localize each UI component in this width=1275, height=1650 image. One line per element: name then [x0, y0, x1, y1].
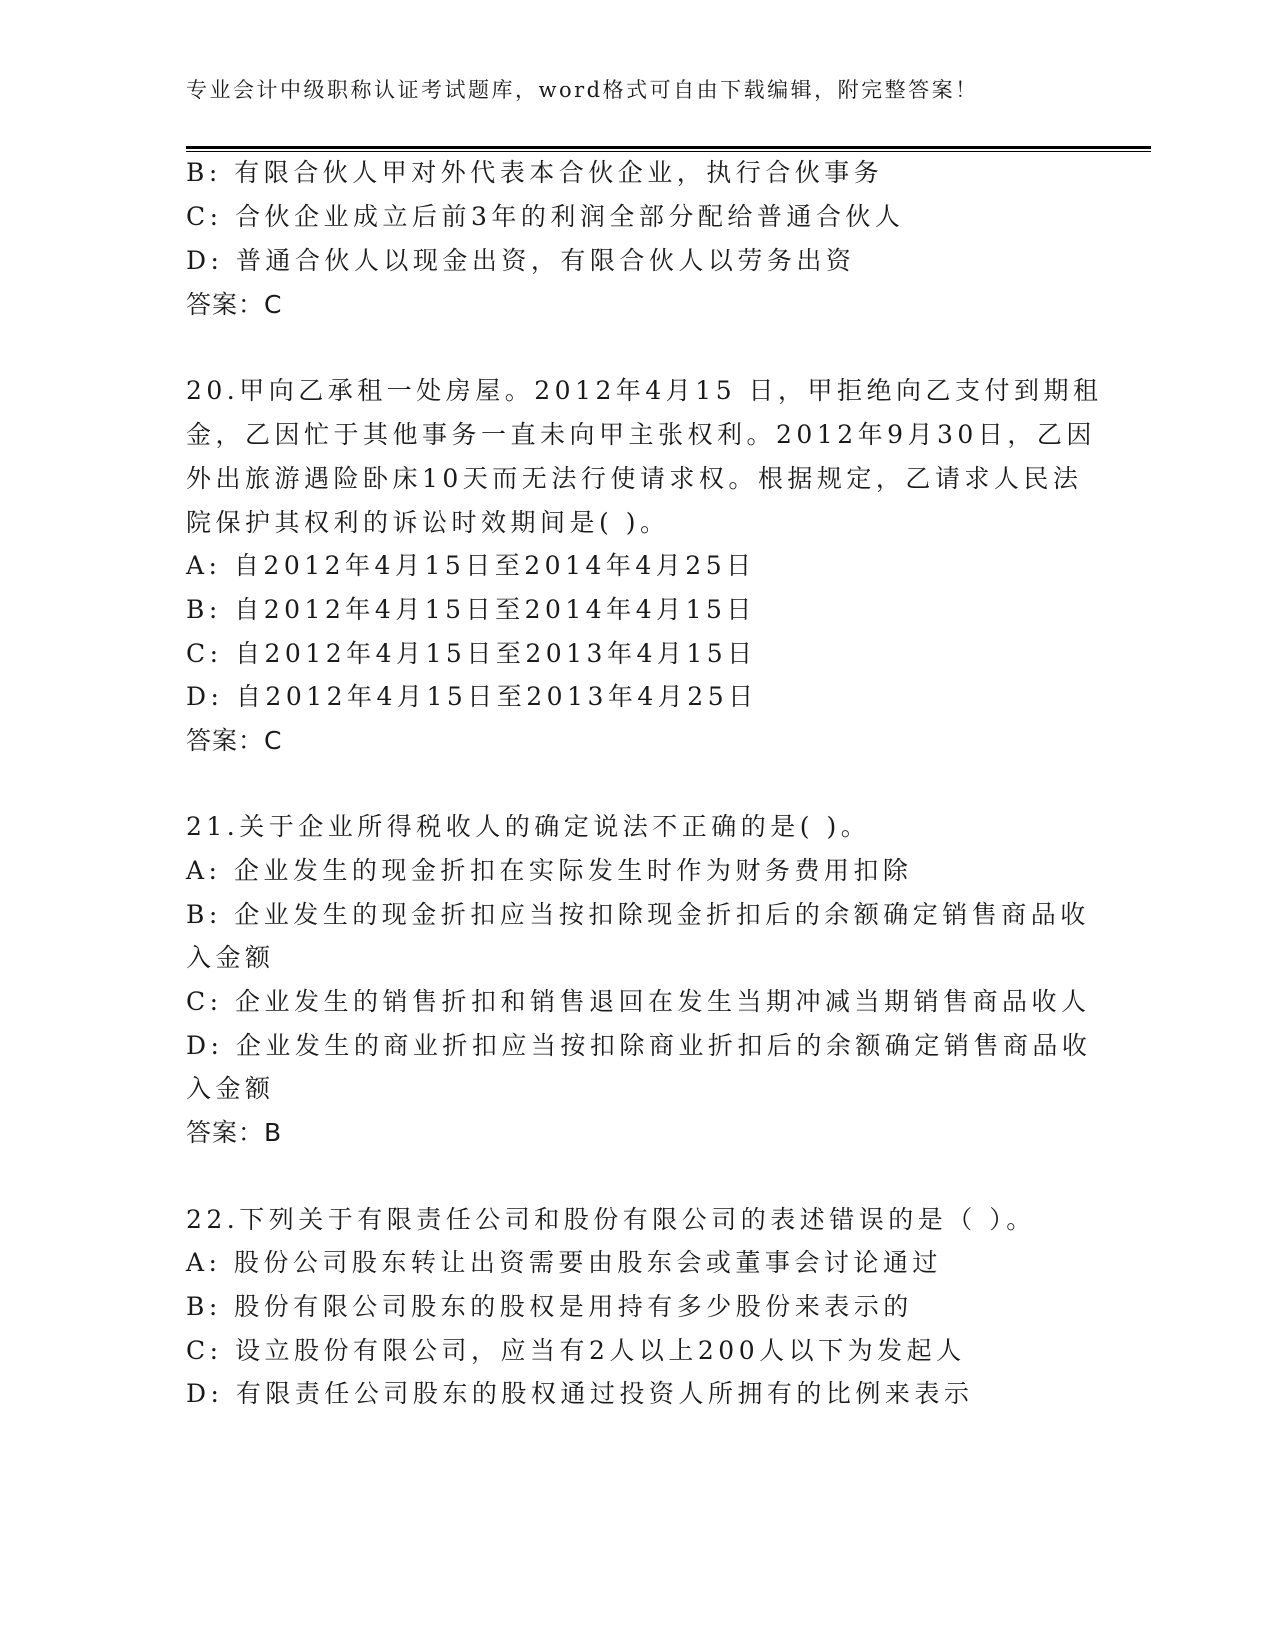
q21-option-a: A: 企业发生的现金折扣在实际发生时作为财务费用扣除 [186, 856, 913, 885]
q20-option-c: C: 自2012年4月15日至2013年4月15日 [186, 639, 757, 668]
q20-stem-line-2: 金，乙因忙于其他事务一直未向甲主张权利。2012年9月30日，乙因 [186, 420, 1096, 449]
q22-option-b: B: 股份有限公司股东的股权是用持有多少股份来表示的 [186, 1292, 913, 1321]
q20-stem-line-3: 外出旅游遇险卧床10天而无法行使请求权。根据规定，乙请求人民法 [186, 464, 1083, 493]
q22-stem-line-1: 22.下列关于有限责任公司和股份有限公司的表述错误的是（ ）。 [186, 1205, 1036, 1234]
q22-option-d: D: 有限责任公司股东的股权通过投资人所拥有的比例来表示 [186, 1379, 974, 1408]
q21-option-d-cont: 入金额 [186, 1074, 275, 1103]
q20-stem-line-4: 院保护其权利的诉讼时效期间是( )。 [186, 508, 670, 537]
q19-option-b: B: 有限合伙人甲对外代表本合伙企业，执行合伙事务 [186, 158, 884, 187]
q22-option-a: A: 股份公司股东转让出资需要由股东会或董事会讨论通过 [186, 1248, 942, 1277]
page-header: 专业会计中级职称认证考试题库，word格式可自由下载编辑，附完整答案！ [186, 78, 979, 102]
q21-option-b-cont: 入金额 [186, 943, 275, 972]
header-rule-thin [186, 151, 1151, 152]
q19-option-d: D: 普通合伙人以现金出资，有限合伙人以劳务出资 [186, 246, 856, 275]
q19-option-c: C: 合伙企业成立后前3年的利润全部分配给普通合伙人 [186, 202, 905, 231]
q21-stem-line-1: 21.关于企业所得税收人的确定说法不正确的是( )。 [186, 812, 871, 841]
q20-stem-line-1: 20.甲向乙承租一处房屋。2012年4月15 日，甲拒绝向乙支付到期租 [186, 376, 1103, 405]
q21-option-b: B: 企业发生的现金折扣应当按扣除现金折扣后的余额确定销售商品收 [186, 900, 1090, 929]
q21-option-c: C: 企业发生的销售折扣和销售退回在发生当期冲减当期销售商品收人 [186, 987, 1091, 1016]
q22-option-c: C: 设立股份有限公司，应当有2人以上200人以下为发起人 [186, 1336, 966, 1365]
q20-answer: 答案：C [186, 726, 283, 755]
q20-option-a: A: 自2012年4月15日至2014年4月25日 [186, 551, 756, 580]
q20-option-b: B: 自2012年4月15日至2014年4月15日 [186, 595, 756, 624]
q20-option-d: D: 自2012年4月15日至2013年4月25日 [186, 682, 758, 711]
q19-answer: 答案：C [186, 290, 283, 319]
header-rule-thick [186, 146, 1151, 149]
q21-answer: 答案：B [186, 1118, 283, 1147]
q21-option-d: D: 企业发生的商业折扣应当按扣除商业折扣后的余额确定销售商品收 [186, 1031, 1092, 1060]
